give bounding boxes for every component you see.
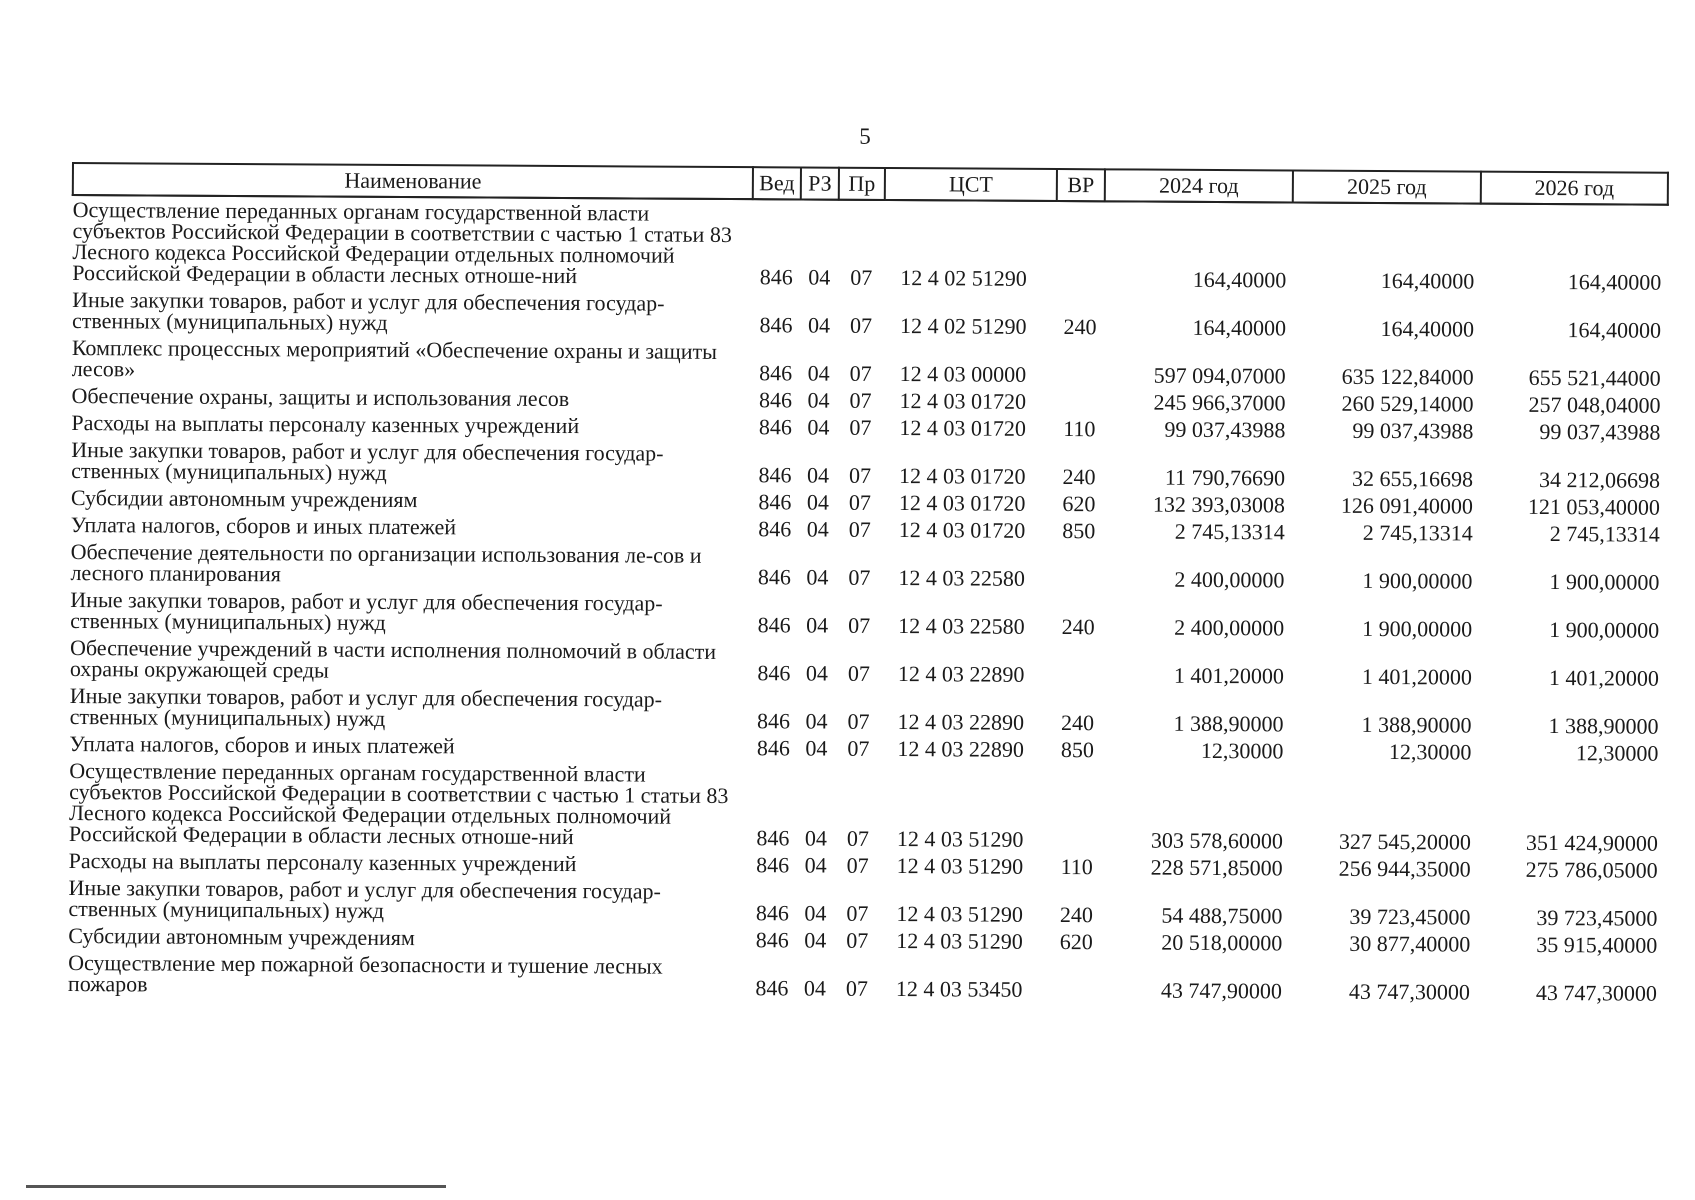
cell-ved: 846 <box>758 414 792 440</box>
cell-pr: 07 <box>848 489 872 515</box>
cell-2026: 99 037,43988 <box>1539 418 1661 445</box>
cell-vr: 240 <box>1059 902 1093 928</box>
cell-2026: 39 723,45000 <box>1536 904 1658 931</box>
cell-rz: 04 <box>804 825 827 851</box>
cell-cst: 12 4 03 51290 <box>896 928 1023 954</box>
cell-2025: 99 037,43988 <box>1352 417 1474 444</box>
cell-vr <box>1056 340 1104 388</box>
cell-name: Расходы на выплаты персоналу казенных учреждений <box>68 847 577 877</box>
cell-vr <box>1054 544 1102 592</box>
cell-2024: 164,40000 <box>1192 314 1287 341</box>
cell-ved: 846 <box>756 852 790 878</box>
cell-2025: 39 723,45000 <box>1349 903 1471 930</box>
cell-ved: 846 <box>757 660 791 686</box>
header-name: Наименование <box>73 163 753 199</box>
cell-cst: 12 4 03 01720 <box>899 463 1026 489</box>
cell-rz: 04 <box>807 462 830 488</box>
cell-2025: 1 900,00000 <box>1362 567 1473 594</box>
cell-pr: 07 <box>848 612 871 638</box>
cell-name: Осуществление переданных органам государственной власти субъектов Российской Федерации в соответствии с частью 1 статьи 83 Лесного кодекса Российской Федерации отдельных полномочий Российской Федерации в области лесных отноше-ний <box>72 197 732 289</box>
cell-vr: 240 <box>1063 314 1097 340</box>
cell-rz: 04 <box>805 708 828 734</box>
cell-2024: 11 790,76690 <box>1164 464 1286 491</box>
cell-pr: 07 <box>847 735 870 761</box>
cell-2025: 43 747,30000 <box>1348 978 1471 1005</box>
cell-vr <box>1052 955 1100 1003</box>
cell-pr: 07 <box>847 708 870 734</box>
cell-vr: 240 <box>1062 464 1096 490</box>
cell-rz: 04 <box>805 660 828 686</box>
cell-name: Иные закупки товаров, работ и услуг для обеспечения государ-ственных (муниципальных) нужд <box>70 586 663 635</box>
cell-pr: 07 <box>848 564 871 590</box>
cell-2026: 121 053,40000 <box>1527 493 1660 520</box>
cell-2025: 30 877,40000 <box>1349 930 1471 957</box>
cell-2024: 54 488,75000 <box>1161 902 1283 929</box>
cell-pr: 07 <box>849 312 873 338</box>
cell-name: Комплекс процессных мероприятий «Обеспечение охраны и защиты лесов» <box>71 335 718 382</box>
cell-name: Обеспечение учреждений в части исполнения полномочий в области охраны окружающей среды <box>69 634 717 683</box>
cell-2024: 245 966,37000 <box>1153 389 1286 416</box>
cell-2026: 34 212,06698 <box>1539 466 1661 493</box>
cell-ved: 846 <box>759 312 793 338</box>
cell-rz: 04 <box>806 612 829 638</box>
cell-cst: 12 4 03 22890 <box>897 736 1025 762</box>
header-ved: Вед <box>753 167 801 199</box>
cell-pr: 07 <box>849 462 872 488</box>
cell-cst: 12 4 03 51290 <box>896 826 1024 852</box>
cell-name: Иные закупки товаров, работ и услуг для обеспечения государ-ственных (муниципальных) нужд <box>69 682 663 731</box>
cell-cst: 12 4 03 22890 <box>897 661 1025 687</box>
cell-pr: 07 <box>849 414 872 440</box>
cell-2025: 1 401,20000 <box>1361 663 1472 690</box>
cell-2025: 164,40000 <box>1380 267 1475 294</box>
cell-cst: 12 4 03 51290 <box>896 853 1024 879</box>
cell-rz: 04 <box>803 975 827 1001</box>
budget-table <box>67 162 1669 1007</box>
cell-2026: 351 424,90000 <box>1525 829 1658 856</box>
cell-name: Субсидии автономным учреждениям <box>68 922 415 951</box>
cell-vr <box>1056 201 1105 292</box>
cell-2024: 303 578,60000 <box>1150 827 1283 854</box>
cell-pr: 07 <box>848 516 871 542</box>
cell-name: Субсидии автономным учреждениям <box>70 485 418 513</box>
cell-cst: 12 4 03 51290 <box>896 901 1023 927</box>
cell-vr: 240 <box>1061 614 1095 640</box>
cell-2025: 2 745,13314 <box>1362 519 1473 546</box>
cell-cst: 12 4 03 01720 <box>898 490 1026 516</box>
cell-vr <box>1053 763 1102 853</box>
cell-2026: 2 745,13314 <box>1549 521 1660 547</box>
cell-2026: 43 747,30000 <box>1535 979 1658 1006</box>
cell-ved: 846 <box>757 564 792 590</box>
cell-pr: 07 <box>846 927 869 953</box>
cell-rz: 04 <box>806 564 829 590</box>
cell-2024: 1 388,90000 <box>1173 710 1284 737</box>
cell-2025: 12,30000 <box>1388 739 1472 765</box>
cell-ved: 846 <box>759 360 793 386</box>
header-2024: 2024 год <box>1105 169 1293 202</box>
cell-ved: 846 <box>758 489 792 515</box>
cell-ved: 846 <box>755 927 789 953</box>
cell-ved: 846 <box>758 387 793 413</box>
header-rz: РЗ <box>801 167 839 199</box>
cell-name: Уплата налогов, сборов и иных платежей <box>70 511 457 540</box>
cell-cst: 12 4 03 01720 <box>898 517 1026 543</box>
cell-2024: 1 401,20000 <box>1173 662 1284 689</box>
table-row <box>68 949 1663 1007</box>
footer-rule <box>26 1185 446 1188</box>
cell-2025: 256 944,35000 <box>1338 855 1471 882</box>
cell-2026: 1 900,00000 <box>1549 617 1660 643</box>
cell-pr: 07 <box>849 360 872 386</box>
cell-rz: 04 <box>806 489 830 515</box>
cell-rz: 04 <box>807 360 830 386</box>
budget-table-container <box>67 162 1667 1007</box>
cell-2025: 164,40000 <box>1380 315 1475 342</box>
table-body <box>68 195 1668 1007</box>
cell-pr: 07 <box>847 660 870 686</box>
cell-vr <box>1054 640 1102 688</box>
cell-2025: 1 900,00000 <box>1362 615 1473 642</box>
cell-cst: 12 4 03 22890 <box>897 709 1025 735</box>
cell-2026: 164,40000 <box>1567 269 1662 295</box>
cell-vr: 850 <box>1060 737 1095 763</box>
cell-pr: 07 <box>850 264 873 290</box>
cell-2024: 2 745,13314 <box>1174 518 1285 545</box>
cell-name: Обеспечение деятельности по организации использования ле-сов и лесного планирования <box>70 538 702 587</box>
cell-cst: 12 4 02 51290 <box>900 265 1027 291</box>
cell-2024: 164,40000 <box>1192 266 1287 293</box>
cell-ved: 846 <box>758 516 792 542</box>
cell-ved: 846 <box>755 975 789 1001</box>
cell-ved: 846 <box>756 825 790 851</box>
cell-ved: 846 <box>756 735 791 761</box>
header-2026: 2026 год <box>1481 172 1668 205</box>
cell-2026: 1 388,90000 <box>1548 713 1659 739</box>
cell-vr: 110 <box>1060 854 1093 880</box>
cell-cst: 12 4 03 00000 <box>899 361 1027 387</box>
cell-name: Расходы на выплаты персоналу казенных учреждений <box>71 410 580 439</box>
cell-cst: 12 4 02 51290 <box>899 313 1027 339</box>
cell-2025: 126 091,40000 <box>1340 492 1474 519</box>
cell-vr: 240 <box>1061 710 1095 736</box>
cell-rz: 04 <box>806 516 829 542</box>
cell-cst: 12 4 03 53450 <box>895 976 1023 1002</box>
cell-2026: 35 915,40000 <box>1536 931 1658 958</box>
cell-2026: 275 786,05000 <box>1525 856 1658 883</box>
header-vr: ВР <box>1057 169 1105 201</box>
cell-rz: 04 <box>807 387 830 413</box>
cell-vr <box>1055 388 1103 415</box>
cell-2024: 132 393,03008 <box>1152 491 1286 518</box>
cell-name: Осуществление мер пожарной безопасности и тушение лесных пожаров <box>67 949 663 997</box>
cell-2024: 2 400,00000 <box>1174 614 1285 641</box>
table-row <box>69 757 1665 857</box>
cell-ved: 846 <box>758 462 792 488</box>
cell-2025: 260 529,14000 <box>1341 390 1474 417</box>
cell-2024: 228 571,85000 <box>1150 854 1283 881</box>
table-row <box>72 195 1668 296</box>
cell-2025: 327 545,20000 <box>1338 828 1471 855</box>
cell-vr: 620 <box>1062 491 1096 517</box>
cell-rz: 04 <box>804 927 827 953</box>
cell-2026: 655 521,44000 <box>1528 364 1661 391</box>
cell-vr: 850 <box>1062 518 1096 544</box>
cell-rz: 04 <box>808 264 831 290</box>
cell-rz: 04 <box>807 414 830 440</box>
cell-2024: 43 747,90000 <box>1160 977 1283 1004</box>
cell-2026: 164,40000 <box>1567 317 1662 343</box>
cell-cst: 12 4 03 22580 <box>898 613 1025 639</box>
cell-name: Иные закупки товаров, работ и услуг для обеспечения государ-ственных (муниципальных) нужд <box>68 874 661 923</box>
cell-vr: 620 <box>1059 929 1093 955</box>
cell-cst: 12 4 03 22580 <box>898 565 1026 591</box>
cell-2024: 99 037,43988 <box>1164 416 1286 443</box>
cell-2025: 32 655,16698 <box>1352 465 1474 492</box>
cell-cst: 12 4 03 01720 <box>899 388 1027 414</box>
cell-rz: 04 <box>804 852 827 878</box>
cell-name: Осуществление переданных органам государственной власти субъектов Российской Федерации в соответствии с частью 1 статьи 83 Лесного кодекса Российской Федерации отдельных полномочий Российской Федерации в области лесных отноше-ний <box>68 757 729 850</box>
cell-name: Обеспечение охраны, защиты и использования лесов <box>71 383 570 412</box>
cell-2026: 12,30000 <box>1575 740 1659 766</box>
cell-ved: 846 <box>759 264 793 290</box>
cell-vr: 110 <box>1063 416 1096 442</box>
cell-pr: 07 <box>849 387 872 413</box>
cell-ved: 846 <box>757 708 791 734</box>
cell-pr: 07 <box>846 825 869 851</box>
cell-2024: 597 094,07000 <box>1153 362 1286 389</box>
cell-2024: 2 400,00000 <box>1174 566 1285 593</box>
header-2025: 2025 год <box>1293 170 1481 203</box>
header-pr: Пр <box>839 168 885 200</box>
cell-name: Иные закупки товаров, работ и услуг для обеспечения государ-ственных (муниципальных) нужд <box>71 287 665 335</box>
cell-2024: 20 518,00000 <box>1161 929 1283 956</box>
cell-ved: 846 <box>755 900 790 926</box>
header-cst: ЦСТ <box>885 168 1057 201</box>
cell-pr: 07 <box>846 852 869 878</box>
cell-name: Иные закупки товаров, работ и услуг для обеспечения государ-ственных (муниципальных) нужд <box>71 437 664 485</box>
cell-2026: 1 401,20000 <box>1548 665 1659 691</box>
cell-rz: 04 <box>804 900 827 926</box>
cell-2025: 1 388,90000 <box>1361 711 1472 738</box>
cell-rz: 04 <box>807 312 831 338</box>
cell-2025: 635 122,84000 <box>1341 363 1474 390</box>
cell-rz: 04 <box>805 735 828 761</box>
cell-2026: 1 900,00000 <box>1549 569 1660 595</box>
cell-2024: 12,30000 <box>1200 737 1284 764</box>
cell-pr: 07 <box>846 900 869 926</box>
page-number: 5 <box>859 124 871 149</box>
cell-2026: 257 048,04000 <box>1528 391 1661 418</box>
cell-ved: 846 <box>757 612 791 638</box>
cell-pr: 07 <box>845 975 869 1001</box>
cell-name: Уплата налогов, сборов и иных платежей <box>69 730 455 759</box>
cell-cst: 12 4 03 01720 <box>899 415 1026 441</box>
